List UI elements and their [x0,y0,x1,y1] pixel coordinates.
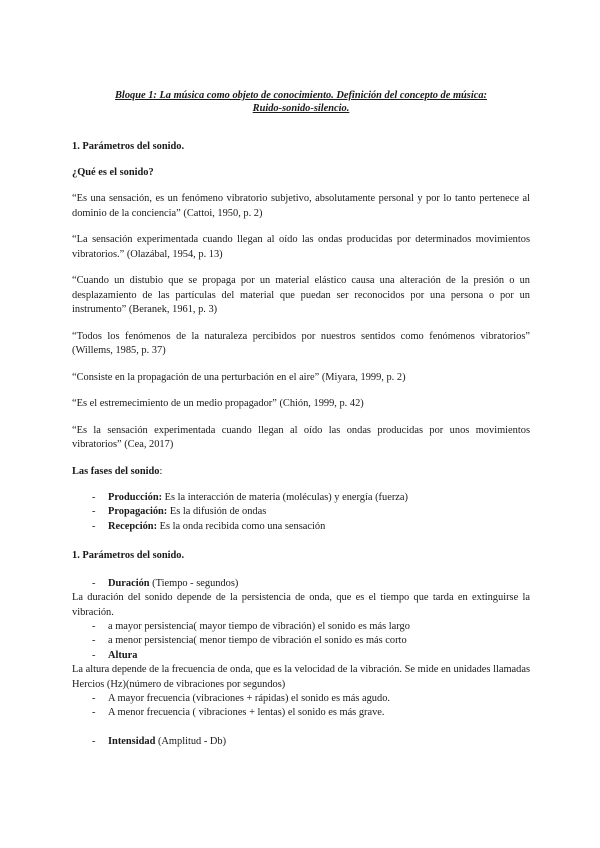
list-item: - a menor persistencia( menor tiempo de vibración el sonido es más corto [92,635,407,647]
phase-term: Propagación: [108,506,168,518]
duracion-list [72,620,530,663]
document-title [72,89,530,115]
document-body [72,89,530,749]
list-item: - Producción: Es la interacción de materia (moléculas) y energía (fuerza) [92,492,408,503]
list-item: - Duración (Tiempo - segundos) [92,577,239,589]
duracion-term: Duración [108,577,150,589]
title-line-2: Ruido-sonido-silencio. [252,103,350,114]
list-item: - a mayor persistencia( mayor tiempo de vibración) el sonido es más largo [92,621,410,633]
quote-7: “Es la sensación experimentada cuando llegan al oído las ondas producidas por unos movimientos vibratorios” (Cea, 2017) [72,424,530,450]
section-heading-2: 1. Parámetros del sonido. [72,549,185,561]
quote-5: “Consiste en la propagación de una perturbación en el aire” (Miyara, 1999, p. 2) [72,371,406,383]
phase-text: Es la difusión de ondas [167,506,267,518]
phase-text: Es la onda recibida como una sensación [157,520,326,532]
intensidad-suffix: (Amplitud - Db) [155,735,227,747]
list-item: - Altura [92,649,138,661]
phase-term: Producción: [108,492,163,503]
intensidad-term: Intensidad [108,735,156,747]
title-line-1: Bloque 1: La música como objeto de conocimiento. Definición del concepto de música: [115,90,487,101]
quote-4: “Todos los fenómenos de la naturaleza percibidos por nuestros sentidos como fenómenos vibratorios” (Willems, 1985, p. 37) [72,330,530,356]
question-heading: ¿Qué es el sonido? [72,167,154,178]
duracion-heading [72,577,530,591]
altura-term: Altura [108,649,138,661]
section-heading-1: 1. Parámetros del sonido. [72,141,185,152]
altura-list [72,692,530,721]
quote-6: “Es el estremecimiento de un medio propagador” (Chión, 1999, p. 42) [72,398,364,409]
list-item: - Recepción: Es la onda recibida como una sensación [92,520,326,532]
duracion-suffix: (Tiempo - segundos) [149,577,239,589]
list-item: - Intensidad (Amplitud - Db) [92,735,227,747]
duracion-description: La duración del sonido depende de la persistencia de onda, que es el tiempo que tarda en extinguirse la vibración. [72,592,530,618]
phases-heading-colon: : [159,465,163,477]
quote-1: “Es una sensación, es un fenómeno vibratorio subjetivo, absolutamente personal y por lo tanto pertenece al dominio de la conciencia” (Cattoi, 1950, p. 2) [72,193,530,219]
phase-text: Es la interacción de materia (moléculas) y energía (fuerza) [162,492,408,503]
phases-list [72,491,530,534]
list-item: - A menor frecuencia ( vibraciones + lentas) el sonido es más grave. [92,707,385,719]
phase-term: Recepción: [108,520,158,532]
altura-description: La altura depende de la frecuencia de onda, que es la velocidad de la vibración. Se mide en unidades llamadas Hercios (Hz)(número de vibraciones por segundos) [72,664,530,690]
intensidad-heading [72,735,530,749]
phases-heading-text: Las fases del sonido [72,465,160,477]
list-item: - Propagación: Es la difusión de ondas [92,506,267,518]
quote-2: “La sensación experimentada cuando llegan al oído las ondas producidas por determinados movimientos vibratorios.” (Olazábal, 1954, p. 13) [72,234,530,260]
phases-heading [72,465,530,480]
quote-3: “Cuando un distubio que se propaga por un material elástico causa una alteración de la presión o un desplazamiento de las partículas del material que puedan ser reconocidos por una persona o por un instrumento” (Beranek, 1961, p. 3) [72,275,530,315]
list-item: - A mayor frecuencia (vibraciones + rápidas) el sonido es más agudo. [92,693,390,705]
